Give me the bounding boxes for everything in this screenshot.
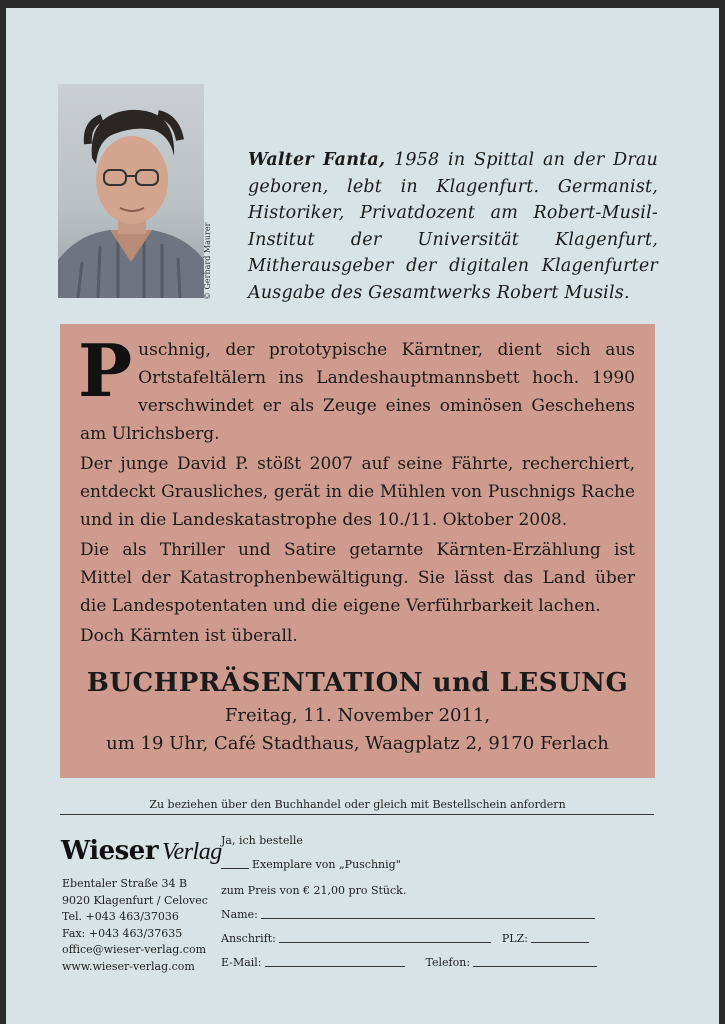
address-label: Anschrift:	[221, 932, 276, 945]
event-headline: BUCHPRÄSENTATION und LESUNG	[86, 668, 629, 698]
event-date: Freitag, 11. November 2011,	[224, 705, 491, 726]
form-price: zum Preis von € 21,00 pro Stück.	[221, 884, 407, 897]
form-name-row	[221, 908, 598, 921]
form-copies-row	[221, 858, 401, 871]
form-contact-row	[221, 956, 600, 969]
author-bio-text: 1958 in Spittal an der Drau geboren, lebt in Klagenfurt. Germanist, Historiker, Privatdozent am Robert-Musil-Institut der Universität Klagenfurt, Mitherausgeber der digitalen Klagenfurter Ausgabe des Gesamtwerks Robert Musils.	[248, 150, 659, 303]
name-label: Name:	[221, 908, 258, 921]
event-place: um 19 Uhr, Café Stadthaus, Waagplatz 2, 9170 Ferlach	[106, 733, 609, 754]
email-input[interactable]	[265, 965, 405, 967]
publisher-address	[62, 876, 208, 975]
address-input[interactable]	[279, 941, 491, 943]
blurb-text-1: uschnig, der prototypische Kärntner, dient sich aus Ortstafeltälern ins Landeshauptmannsbett hoch. 1990 verschwindet er als Zeuge eines ominösen Geschehens am Ulrichsberg.	[80, 340, 635, 444]
photo-credit: © Gerhard Maurer	[203, 222, 212, 300]
order-note: Zu beziehen über den Buchhandel oder gleich mit Bestellschein anfordern	[149, 798, 566, 811]
blurb-box	[60, 324, 655, 778]
publisher-logo	[61, 836, 222, 866]
flyer-sheet	[6, 8, 719, 1024]
address-street: Ebentaler Straße 34 B	[62, 877, 188, 890]
email-label: E-Mail:	[221, 956, 262, 969]
blurb-paragraph-3: Die als Thriller und Satire getarnte Kärnten-Erzählung ist Mittel der Katastrophenbewältigung. Sie lässt das Land über die Landespotentaten und die eigene Verführbarkeit lachen.	[80, 540, 635, 616]
author-name: Walter Fanta,	[248, 150, 386, 170]
address-tel: Tel. +043 463/37036	[62, 910, 179, 923]
form-intro: Ja, ich bestelle	[221, 834, 303, 847]
form-address-row	[221, 932, 592, 945]
name-input[interactable]	[261, 917, 595, 919]
author-portrait-image	[58, 84, 204, 298]
author-bio	[248, 147, 658, 306]
zip-label: PLZ:	[501, 932, 528, 945]
address-web[interactable]: www.wieser-verlag.com	[62, 959, 195, 973]
drop-cap: P	[78, 328, 133, 413]
author-photo	[58, 84, 204, 298]
address-email[interactable]: office@wieser-verlag.com	[62, 943, 207, 956]
address-city: 9020 Klagenfurt / Celovec	[62, 893, 208, 907]
address-fax: Fax: +043 463/37635	[62, 926, 183, 940]
blurb-paragraph-2: Der junge David P. stößt 2007 auf seine Fährte, recherchiert, entdeckt Grausliches, gerät in die Mühlen von Puschnigs Rache und in die Landeskatastrophe des 10./11. Oktober 2008.	[80, 454, 635, 530]
phone-input[interactable]	[473, 965, 597, 967]
phone-label: Telefon:	[425, 956, 471, 969]
divider	[60, 814, 654, 815]
blurb-paragraph-1	[78, 328, 635, 448]
logo-script: Verlag	[162, 839, 222, 865]
blurb-paragraph-4: Doch Kärnten ist überall.	[80, 626, 298, 646]
logo-brand: Wieser	[61, 836, 159, 866]
copies-input[interactable]	[221, 867, 249, 869]
zip-input[interactable]	[531, 941, 589, 943]
form-copies-label: Exemplare von „Puschnig"	[252, 858, 401, 871]
